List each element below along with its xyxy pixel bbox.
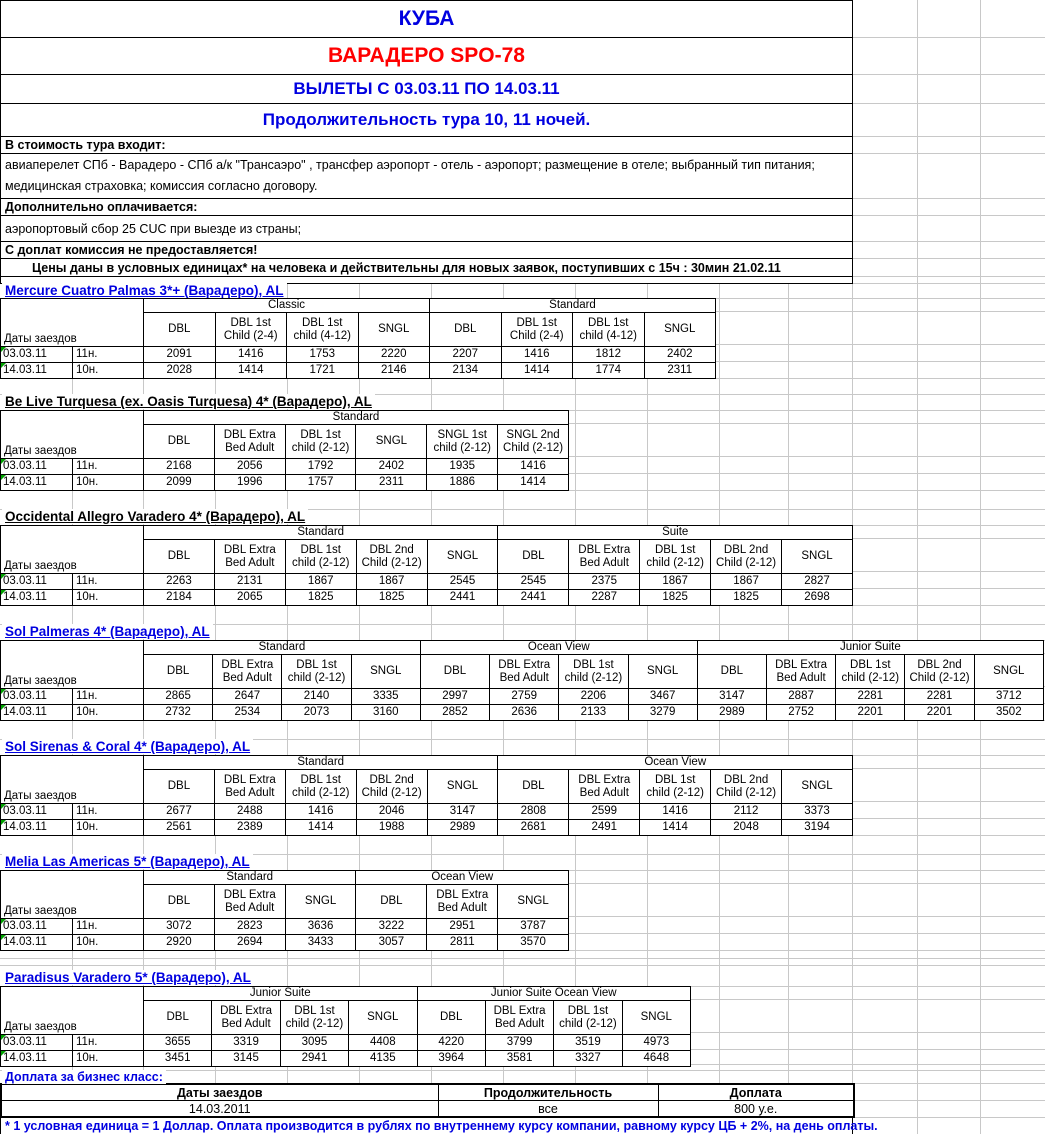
price-cell: 1935 <box>427 459 498 475</box>
price-cell: 1988 <box>356 820 427 836</box>
price-cell: 2752 <box>766 705 835 721</box>
price-cell: 4408 <box>349 1035 417 1051</box>
price-cell: 2852 <box>420 705 489 721</box>
price-cell: 1825 <box>285 590 356 606</box>
price-cell: 1416 <box>498 459 569 475</box>
column-header-cell: DBL 2nd Child (2-12) <box>356 540 427 574</box>
column-header-cell: SNGL <box>358 313 430 347</box>
no-commission-note: С доплат комиссия не предоставляется! <box>0 241 853 259</box>
price-cell: 2311 <box>644 363 716 379</box>
price-cell: 2887 <box>766 689 835 705</box>
price-cell: 4135 <box>349 1051 417 1067</box>
price-cell: 2402 <box>644 347 716 363</box>
room-category-header: Ocean View <box>420 641 697 655</box>
nights-cell: 10н. <box>73 475 144 491</box>
date-cell: 03.03.11 <box>1 459 73 475</box>
column-header-cell: DBL 1st child (2-12) <box>282 655 351 689</box>
price-cell: 3222 <box>356 919 427 935</box>
date-cell: 14.03.11 <box>1 935 73 951</box>
column-header-cell: SNGL <box>356 425 427 459</box>
price-cell: 3147 <box>697 689 766 705</box>
room-category-header: Ocean View <box>356 871 569 885</box>
nights-cell: 10н. <box>73 590 144 606</box>
date-cell: 03.03.11 <box>1 804 73 820</box>
price-cell: 2647 <box>213 689 282 705</box>
page-title-duration: Продолжительность тура 10, 11 ночей. <box>0 103 853 137</box>
date-cell: 03.03.11 <box>1 689 73 705</box>
room-category-header: Standard <box>144 411 569 425</box>
price-cell: 4973 <box>622 1035 690 1051</box>
column-header-cell: DBL <box>144 425 215 459</box>
page-title-departures: ВЫЛЕТЫ С 03.03.11 ПО 14.03.11 <box>0 74 853 104</box>
price-cell: 3145 <box>212 1051 280 1067</box>
room-category-header: Standard <box>144 526 498 540</box>
price-cell: 1414 <box>215 363 287 379</box>
price-cell: 2636 <box>490 705 559 721</box>
column-header-cell: DBL <box>420 655 489 689</box>
price-cell: 3194 <box>782 820 853 836</box>
extra-pay-text: аэропортовый сбор 25 CUC при выезде из страны; <box>0 215 853 242</box>
column-header-cell: SNGL <box>782 770 853 804</box>
column-header-cell: DBL Extra Bed Adult <box>214 770 285 804</box>
price-cell: 1774 <box>573 363 645 379</box>
date-cell: 14.03.11 <box>1 820 73 836</box>
price-table-1 <box>0 298 716 379</box>
comment-triangle-icon <box>1 590 6 595</box>
column-header-cell: DBL <box>498 770 569 804</box>
business-value-surcharge: 800 у.е. <box>658 1101 854 1118</box>
column-header-cell: SNGL <box>628 655 697 689</box>
price-cell: 2168 <box>144 459 215 475</box>
price-cell: 1867 <box>356 574 427 590</box>
column-header-cell: DBL Extra Bed Adult <box>214 885 285 919</box>
price-cell: 3433 <box>285 935 356 951</box>
column-header-cell: DBL 1st Child (2-4) <box>215 313 287 347</box>
price-cell: 2808 <box>498 804 569 820</box>
price-cell: 3655 <box>144 1035 212 1051</box>
price-cell: 2677 <box>144 804 215 820</box>
extra-pay-label: Дополнительно оплачивается: <box>0 198 853 216</box>
nights-cell: 11н. <box>73 574 144 590</box>
column-header-cell: DBL <box>144 1001 212 1035</box>
room-category-header: Standard <box>144 756 498 770</box>
price-cell: 2099 <box>144 475 215 491</box>
page-title-country: КУБА <box>0 0 853 38</box>
price-cell: 3519 <box>554 1035 622 1051</box>
price-cell: 3335 <box>351 689 420 705</box>
includes-text-line2: медицинская страховка; комиссия согласно договору. <box>5 179 318 193</box>
column-header-cell: DBL Extra Bed Adult <box>214 540 285 574</box>
price-cell: 3095 <box>280 1035 348 1051</box>
date-cell: 14.03.11 <box>1 705 73 721</box>
price-cell: 1753 <box>287 347 359 363</box>
price-cell: 2207 <box>430 347 502 363</box>
price-cell: 1414 <box>640 820 711 836</box>
footnote: * 1 условная единица = 1 Доллар. Оплата производится в рублях по внутреннему курсу компании, равному курсу ЦБ + 2%, на день оплаты. <box>0 1117 853 1134</box>
hotel-title-link-1[interactable]: Mercure Cuatro Palmas 3*+ (Варадеро), AL <box>2 283 287 298</box>
price-cell: 2441 <box>427 590 498 606</box>
column-header-cell: DBL Extra Bed Adult <box>569 540 640 574</box>
column-header-cell: DBL 1st child (2-12) <box>836 655 905 689</box>
price-cell: 1721 <box>287 363 359 379</box>
price-cell: 1996 <box>214 475 285 491</box>
price-cell: 2811 <box>427 935 498 951</box>
nights-cell: 11н. <box>73 689 144 705</box>
column-header-cell: DBL 1st child (2-12) <box>640 770 711 804</box>
page-title-offer: ВАРАДЕРО SPO-78 <box>0 37 853 75</box>
column-header-cell: DBL 1st child (4-12) <box>573 313 645 347</box>
price-cell: 2091 <box>144 347 216 363</box>
price-cell: 3712 <box>974 689 1043 705</box>
business-value-duration: все <box>438 1101 658 1118</box>
includes-text <box>0 153 853 199</box>
prices-note: Цены даны в условных единицах* на человека и действительны для новых заявок, поступивших с 15ч : 30мин 21.02.11 <box>0 258 853 277</box>
price-cell: 1867 <box>711 574 782 590</box>
column-header-cell: SNGL <box>427 770 498 804</box>
price-cell: 2065 <box>214 590 285 606</box>
price-cell: 2599 <box>569 804 640 820</box>
hotel-title-link-6[interactable]: Melia Las Americas 5* (Варадеро), AL <box>2 854 253 869</box>
comment-triangle-icon <box>1 804 6 809</box>
price-cell: 2545 <box>427 574 498 590</box>
price-cell: 2389 <box>214 820 285 836</box>
nights-cell: 11н. <box>73 347 144 363</box>
price-cell: 2865 <box>144 689 213 705</box>
column-header-cell: SNGL <box>644 313 716 347</box>
column-header-cell: DBL <box>356 885 427 919</box>
column-header-cell: DBL Extra Bed Adult <box>485 1001 553 1035</box>
price-cell: 1825 <box>640 590 711 606</box>
price-cell: 3072 <box>144 919 215 935</box>
price-cell: 3502 <box>974 705 1043 721</box>
price-table-5 <box>0 755 853 836</box>
column-header-cell: DBL 1st child (2-12) <box>559 655 628 689</box>
price-cell: 1886 <box>427 475 498 491</box>
column-header-cell: SNGL <box>349 1001 417 1035</box>
hotel-title-link-5[interactable]: Sol Sirenas & Coral 4* (Варадеро), AL <box>2 739 253 754</box>
price-cell: 1416 <box>640 804 711 820</box>
business-class-label: Доплата за бизнес класс: <box>2 1070 166 1084</box>
price-cell: 2134 <box>430 363 502 379</box>
price-table-7 <box>0 986 691 1067</box>
price-cell: 2131 <box>214 574 285 590</box>
price-cell: 3319 <box>212 1035 280 1051</box>
price-cell: 2694 <box>214 935 285 951</box>
nights-cell: 11н. <box>73 1035 144 1051</box>
price-cell: 3373 <box>782 804 853 820</box>
column-header-cell: DBL <box>144 770 215 804</box>
price-cell: 1757 <box>285 475 356 491</box>
room-category-header: Standard <box>430 299 716 313</box>
column-header-cell: DBL 1st child (2-12) <box>285 425 356 459</box>
price-cell: 2827 <box>782 574 853 590</box>
column-header-cell: DBL Extra Bed Adult <box>212 1001 280 1035</box>
column-header-cell: DBL <box>144 540 215 574</box>
price-cell: 2048 <box>711 820 782 836</box>
price-cell: 1825 <box>356 590 427 606</box>
column-header-cell: DBL 1st child (2-12) <box>640 540 711 574</box>
price-cell: 2201 <box>836 705 905 721</box>
price-cell: 2491 <box>569 820 640 836</box>
dates-label-cell: Даты заездов <box>1 411 144 459</box>
business-value-date: 14.03.2011 <box>1 1101 438 1118</box>
column-header-cell: DBL <box>417 1001 485 1035</box>
price-cell: 3636 <box>285 919 356 935</box>
price-cell: 2073 <box>282 705 351 721</box>
price-cell: 3581 <box>485 1051 553 1067</box>
price-cell: 1416 <box>215 347 287 363</box>
price-cell: 2402 <box>356 459 427 475</box>
column-header-cell: SNGL <box>351 655 420 689</box>
price-cell: 1414 <box>498 475 569 491</box>
comment-triangle-icon <box>1 820 6 825</box>
column-header-cell: DBL 2nd Child (2-12) <box>711 540 782 574</box>
price-cell: 1812 <box>573 347 645 363</box>
price-cell: 3160 <box>351 705 420 721</box>
price-cell: 3964 <box>417 1051 485 1067</box>
includes-text-line1: авиаперелет СПб - Варадеро - СПб а/к "Трансаэро" , трансфер аэропорт - отель - аэропорт; размещение в отеле; выбранный тип питания; <box>5 158 815 172</box>
price-cell: 2220 <box>358 347 430 363</box>
dates-label-cell: Даты заездов <box>1 641 144 689</box>
comment-triangle-icon <box>1 574 6 579</box>
price-cell: 2681 <box>498 820 569 836</box>
column-header-cell: SNGL <box>498 885 569 919</box>
column-header-cell: DBL 1st Child (2-4) <box>501 313 573 347</box>
room-category-header: Junior Suite <box>697 641 1043 655</box>
nights-cell: 10н. <box>73 363 144 379</box>
room-category-header: Classic <box>144 299 430 313</box>
date-cell: 03.03.11 <box>1 347 73 363</box>
price-cell: 2375 <box>569 574 640 590</box>
room-category-header: Standard <box>144 641 421 655</box>
column-header-cell: DBL 2nd Child (2-12) <box>905 655 974 689</box>
price-cell: 3327 <box>554 1051 622 1067</box>
column-header-cell: DBL <box>144 885 215 919</box>
date-cell: 03.03.11 <box>1 919 73 935</box>
price-cell: 1825 <box>711 590 782 606</box>
column-header-cell: SNGL <box>782 540 853 574</box>
column-header-cell: SNGL <box>285 885 356 919</box>
dates-label-cell: Даты заездов <box>1 299 144 347</box>
price-cell: 4648 <box>622 1051 690 1067</box>
column-header-cell: SNGL <box>974 655 1043 689</box>
price-cell: 2951 <box>427 919 498 935</box>
price-cell: 2201 <box>905 705 974 721</box>
price-cell: 2263 <box>144 574 215 590</box>
price-table-4 <box>0 640 1044 721</box>
business-header-dates: Даты заездов <box>1 1084 438 1101</box>
price-cell: 2534 <box>213 705 282 721</box>
price-cell: 3451 <box>144 1051 212 1067</box>
price-cell: 2997 <box>420 689 489 705</box>
price-cell: 1867 <box>640 574 711 590</box>
column-header-cell: DBL <box>144 313 216 347</box>
price-cell: 2441 <box>498 590 569 606</box>
includes-label: В стоимость тура входит: <box>0 136 853 154</box>
comment-triangle-icon <box>1 705 6 710</box>
column-header-cell: DBL Extra Bed Adult <box>427 885 498 919</box>
price-cell: 3799 <box>485 1035 553 1051</box>
price-cell: 1416 <box>285 804 356 820</box>
price-cell: 2759 <box>490 689 559 705</box>
date-cell: 14.03.11 <box>1 1051 73 1067</box>
nights-cell: 10н. <box>73 820 144 836</box>
comment-triangle-icon <box>1 919 6 924</box>
price-cell: 3279 <box>628 705 697 721</box>
room-category-header: Ocean View <box>498 756 853 770</box>
column-header-cell: SNGL 1st child (2-12) <box>427 425 498 459</box>
comment-triangle-icon <box>1 1051 6 1056</box>
nights-cell: 10н. <box>73 935 144 951</box>
nights-cell: 11н. <box>73 919 144 935</box>
price-cell: 2028 <box>144 363 216 379</box>
price-cell: 2281 <box>905 689 974 705</box>
price-cell: 2989 <box>697 705 766 721</box>
price-cell: 2146 <box>358 363 430 379</box>
price-table-6 <box>0 870 569 951</box>
price-cell: 2046 <box>356 804 427 820</box>
column-header-cell: DBL 1st child (2-12) <box>280 1001 348 1035</box>
comment-triangle-icon <box>1 459 6 464</box>
comment-triangle-icon <box>1 689 6 694</box>
price-cell: 2488 <box>214 804 285 820</box>
price-cell: 1416 <box>501 347 573 363</box>
nights-cell: 11н. <box>73 459 144 475</box>
price-cell: 1792 <box>285 459 356 475</box>
column-header-cell: DBL <box>144 655 213 689</box>
comment-triangle-icon <box>1 363 6 368</box>
date-cell: 14.03.11 <box>1 590 73 606</box>
nights-cell: 10н. <box>73 705 144 721</box>
price-cell: 3467 <box>628 689 697 705</box>
column-header-cell: DBL Extra Bed Adult <box>490 655 559 689</box>
column-header-cell: SNGL 2nd Child (2-12) <box>498 425 569 459</box>
price-cell: 2698 <box>782 590 853 606</box>
price-cell: 2920 <box>144 935 215 951</box>
price-cell: 2206 <box>559 689 628 705</box>
column-header-cell: DBL 2nd Child (2-12) <box>356 770 427 804</box>
column-header-cell: DBL Extra Bed Adult <box>213 655 282 689</box>
price-cell: 2140 <box>282 689 351 705</box>
dates-label-cell: Даты заездов <box>1 526 144 574</box>
price-cell: 3057 <box>356 935 427 951</box>
nights-cell: 10н. <box>73 1051 144 1067</box>
date-cell: 14.03.11 <box>1 363 73 379</box>
price-cell: 2989 <box>427 820 498 836</box>
column-header-cell: DBL 2nd Child (2-12) <box>711 770 782 804</box>
dates-label-cell: Даты заездов <box>1 987 144 1035</box>
column-header-cell: DBL <box>697 655 766 689</box>
price-cell: 2311 <box>356 475 427 491</box>
date-cell: 03.03.11 <box>1 1035 73 1051</box>
comment-triangle-icon <box>1 347 6 352</box>
price-cell: 1414 <box>501 363 573 379</box>
column-header-cell: DBL 1st child (4-12) <box>287 313 359 347</box>
column-header-cell: DBL Extra Bed Adult <box>766 655 835 689</box>
room-category-header: Suite <box>498 526 853 540</box>
hotel-title-link-7[interactable]: Paradisus Varadero 5* (Варадеро), AL <box>2 970 254 985</box>
price-cell: 2941 <box>280 1051 348 1067</box>
comment-triangle-icon <box>1 935 6 940</box>
hotel-title-link-2: Be Live Turquesa (ex. Oasis Turquesa) 4* (Варадеро), AL <box>2 394 375 409</box>
hotel-title-link-3: Occidental Allegro Varadero 4* (Варадеро), AL <box>2 509 308 524</box>
column-header-cell: SNGL <box>427 540 498 574</box>
column-header-cell: DBL 1st child (2-12) <box>285 770 356 804</box>
price-cell: 2184 <box>144 590 215 606</box>
column-header-cell: DBL 1st child (2-12) <box>554 1001 622 1035</box>
room-category-header: Junior Suite <box>144 987 418 1001</box>
price-cell: 2112 <box>711 804 782 820</box>
column-header-cell: DBL <box>498 540 569 574</box>
date-cell: 03.03.11 <box>1 574 73 590</box>
price-cell: 4220 <box>417 1035 485 1051</box>
comment-triangle-icon <box>1 1035 6 1040</box>
price-table-3 <box>0 525 853 606</box>
date-cell: 14.03.11 <box>1 475 73 491</box>
comment-triangle-icon <box>1 475 6 480</box>
price-cell: 2732 <box>144 705 213 721</box>
business-header-surcharge: Доплата <box>658 1084 854 1101</box>
price-cell: 3570 <box>498 935 569 951</box>
price-cell: 1867 <box>285 574 356 590</box>
price-cell: 2287 <box>569 590 640 606</box>
dates-label-cell: Даты заездов <box>1 756 144 804</box>
column-header-cell: SNGL <box>622 1001 690 1035</box>
price-cell: 2056 <box>214 459 285 475</box>
nights-cell: 11н. <box>73 804 144 820</box>
price-cell: 2133 <box>559 705 628 721</box>
column-header-cell: DBL Extra Bed Adult <box>569 770 640 804</box>
price-cell: 2281 <box>836 689 905 705</box>
column-header-cell: DBL <box>430 313 502 347</box>
price-table-2 <box>0 410 569 491</box>
business-header-duration: Продолжительность <box>438 1084 658 1101</box>
room-category-header: Junior Suite Ocean View <box>417 987 691 1001</box>
price-cell: 2823 <box>214 919 285 935</box>
room-category-header: Standard <box>144 871 356 885</box>
price-cell: 2561 <box>144 820 215 836</box>
column-header-cell: DBL Extra Bed Adult <box>214 425 285 459</box>
hotel-title-link-4[interactable]: Sol Palmeras 4* (Варадеро), AL <box>2 624 213 639</box>
column-header-cell: DBL 1st child (2-12) <box>285 540 356 574</box>
price-cell: 2545 <box>498 574 569 590</box>
price-cell: 1414 <box>285 820 356 836</box>
price-cell: 3147 <box>427 804 498 820</box>
business-class-table <box>0 1083 855 1118</box>
dates-label-cell: Даты заездов <box>1 871 144 919</box>
price-cell: 3787 <box>498 919 569 935</box>
